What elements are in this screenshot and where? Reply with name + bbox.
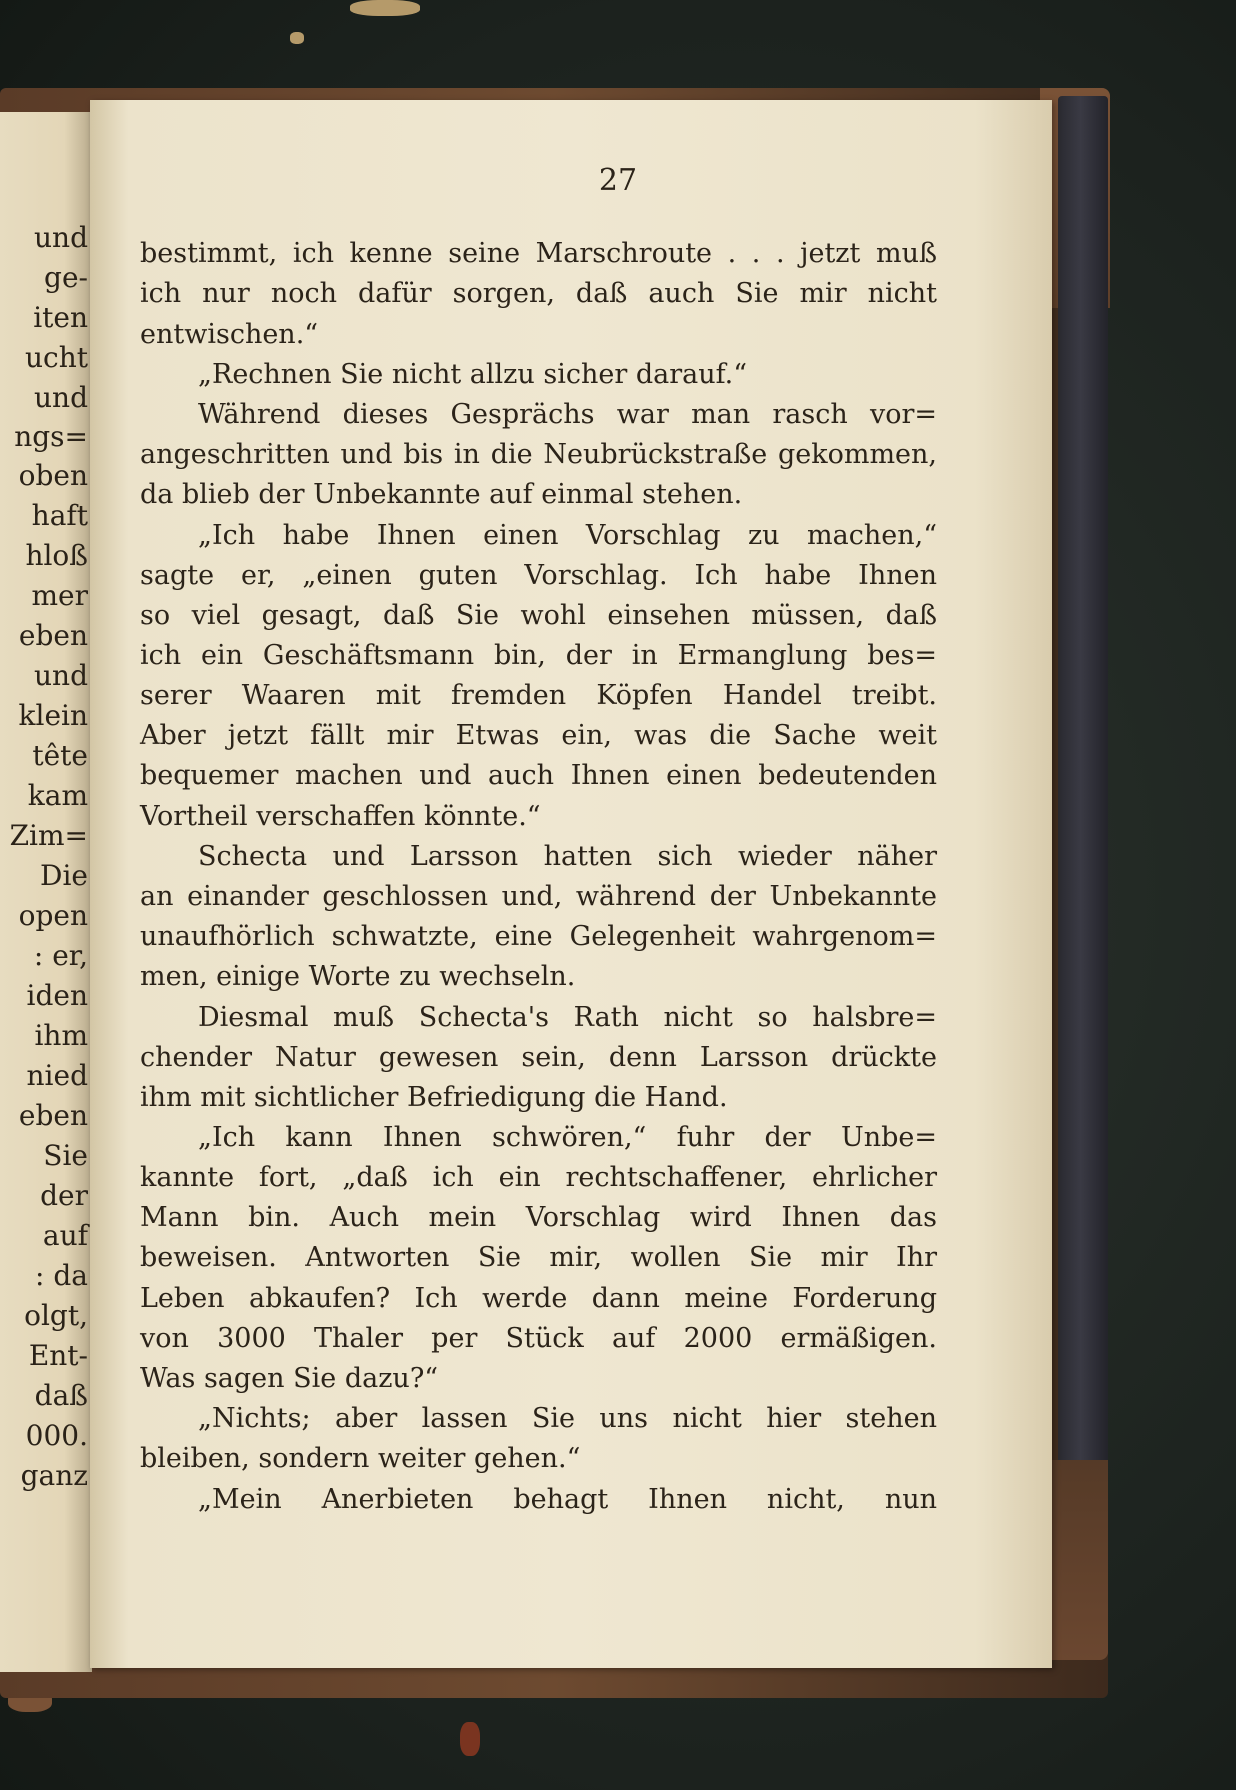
left-page-fragment: eben — [18, 619, 88, 652]
left-page-fragment: Zim= — [9, 819, 88, 852]
text-line: „Rechnen Sie nicht allzu sicher darauf.“ — [198, 359, 748, 390]
left-page-fragment: daß — [34, 1379, 88, 1412]
text-line: da blieb der Unbekannte auf einmal stehen. — [140, 479, 743, 510]
text-line: bestimmt, ich kenne seine Marschroute . . . jetzt muß — [140, 238, 937, 269]
left-page-fragment: eben — [18, 1099, 88, 1132]
left-page-fragment: ngs= — [14, 420, 88, 453]
left-page-fragment: olgt, — [24, 1299, 88, 1332]
left-page-fragment: : da — [35, 1259, 88, 1292]
left-page-fragment: und — [34, 381, 88, 414]
left-page-fragment: Ent‑ — [28, 1339, 88, 1372]
left-page-fragment: Sie — [43, 1139, 88, 1172]
text-line: ihm mit sichtlicher Befriedigung die Hand. — [140, 1082, 728, 1113]
text-line: sagte er, „einen guten Vorschlag. Ich habe Ihnen — [140, 560, 937, 591]
text-line: Aber jetzt fällt mir Etwas ein, was die Sache weit — [140, 720, 937, 751]
paper-fragment — [460, 1722, 480, 1756]
left-page — [0, 112, 92, 1672]
text-line: bleiben, sondern weiter gehen.“ — [140, 1443, 581, 1474]
text-line: beweisen. Antworten Sie mir, wollen Sie mir Ihr — [140, 1242, 937, 1273]
left-page-fragment: nied — [26, 1059, 88, 1092]
cover-edge — [1058, 96, 1108, 1636]
text-line: Schecta und Larsson hatten sich wieder näher — [198, 841, 937, 872]
text-line: chender Natur gewesen sein, denn Larsson drückte — [140, 1042, 937, 1073]
text-line: an einander geschlossen und, während der Unbekannte — [140, 881, 937, 912]
left-page-fragment: 000. — [25, 1419, 88, 1452]
text-line: „Mein Anerbieten behagt Ihnen nicht, nun — [198, 1484, 937, 1515]
left-page-fragment: iten — [33, 301, 88, 334]
text-line: serer Waaren mit fremden Köpfen Handel treibt. — [140, 680, 937, 711]
text-line: Leben abkaufen? Ich werde dann meine Forderung — [140, 1283, 937, 1314]
paper-fragment — [350, 0, 420, 16]
left-page-fragment: mer — [31, 579, 88, 612]
text-line: so viel gesagt, daß Sie wohl einsehen müssen, daß — [140, 600, 937, 631]
left-page-fragment: Die — [40, 859, 88, 892]
paper-fragment — [290, 32, 304, 44]
left-page-fragment: kam — [27, 779, 88, 812]
left-page-fragment: haft — [31, 499, 88, 532]
text-line: Während dieses Gesprächs war man rasch vor= — [198, 399, 937, 430]
left-page-fragment: tête — [32, 739, 88, 772]
text-line: angeschritten und bis in die Neubrückstraße gekommen, — [140, 439, 937, 470]
left-page-fragment: oben — [18, 459, 88, 492]
text-line: unaufhörlich schwatzte, eine Gelegenheit wahrgenom= — [140, 921, 937, 952]
left-page-fragment: open — [18, 899, 88, 932]
text-line: ich nur noch dafür sorgen, daß auch Sie mir nicht — [140, 278, 937, 309]
text-line: Vortheil verschaffen könnte.“ — [140, 801, 541, 832]
text-line: Diesmal muß Schecta's Rath nicht so halsbre= — [198, 1002, 937, 1033]
left-page-fragment: und — [34, 221, 88, 254]
text-line: men, einige Worte zu wechseln. — [140, 961, 576, 992]
left-page-fragment: ganz — [20, 1459, 88, 1492]
left-page-fragment: klein — [18, 699, 88, 732]
text-line: ich ein Geschäftsmann bin, der in Ermanglung bes= — [140, 640, 937, 671]
left-page-fragment: iden — [26, 979, 88, 1012]
left-page-fragment: der — [40, 1179, 88, 1212]
text-line: „Ich kann Ihnen schwören,“ fuhr der Unbe= — [198, 1122, 937, 1153]
left-page-fragment: und — [34, 659, 88, 692]
text-line: bequemer machen und auch Ihnen einen bedeutenden — [140, 760, 937, 791]
left-page-fragment: : er, — [33, 939, 88, 972]
text-line: von 3000 Thaler per Stück auf 2000 ermäßigen. — [140, 1323, 937, 1354]
left-page-fragment: ge‑ — [44, 261, 88, 294]
left-page-fragment: ucht — [25, 341, 88, 374]
text-line: Was sagen Sie dazu?“ — [140, 1363, 439, 1394]
text-line: „Ich habe Ihnen einen Vorschlag zu machen,“ — [198, 520, 937, 551]
page-number: 27 — [598, 163, 638, 198]
text-line: Mann bin. Auch mein Vorschlag wird Ihnen das — [140, 1202, 937, 1233]
text-line: entwischen.“ — [140, 319, 319, 350]
left-page-fragment: ihm — [34, 1019, 88, 1052]
left-page-fragment: hloß — [25, 539, 88, 572]
text-line: „Nichts; aber lassen Sie uns nicht hier stehen — [198, 1403, 937, 1434]
text-line: kannte fort, „daß ich ein rechtschaffener, ehrlicher — [140, 1162, 937, 1193]
left-page-fragment: auf — [42, 1219, 88, 1252]
